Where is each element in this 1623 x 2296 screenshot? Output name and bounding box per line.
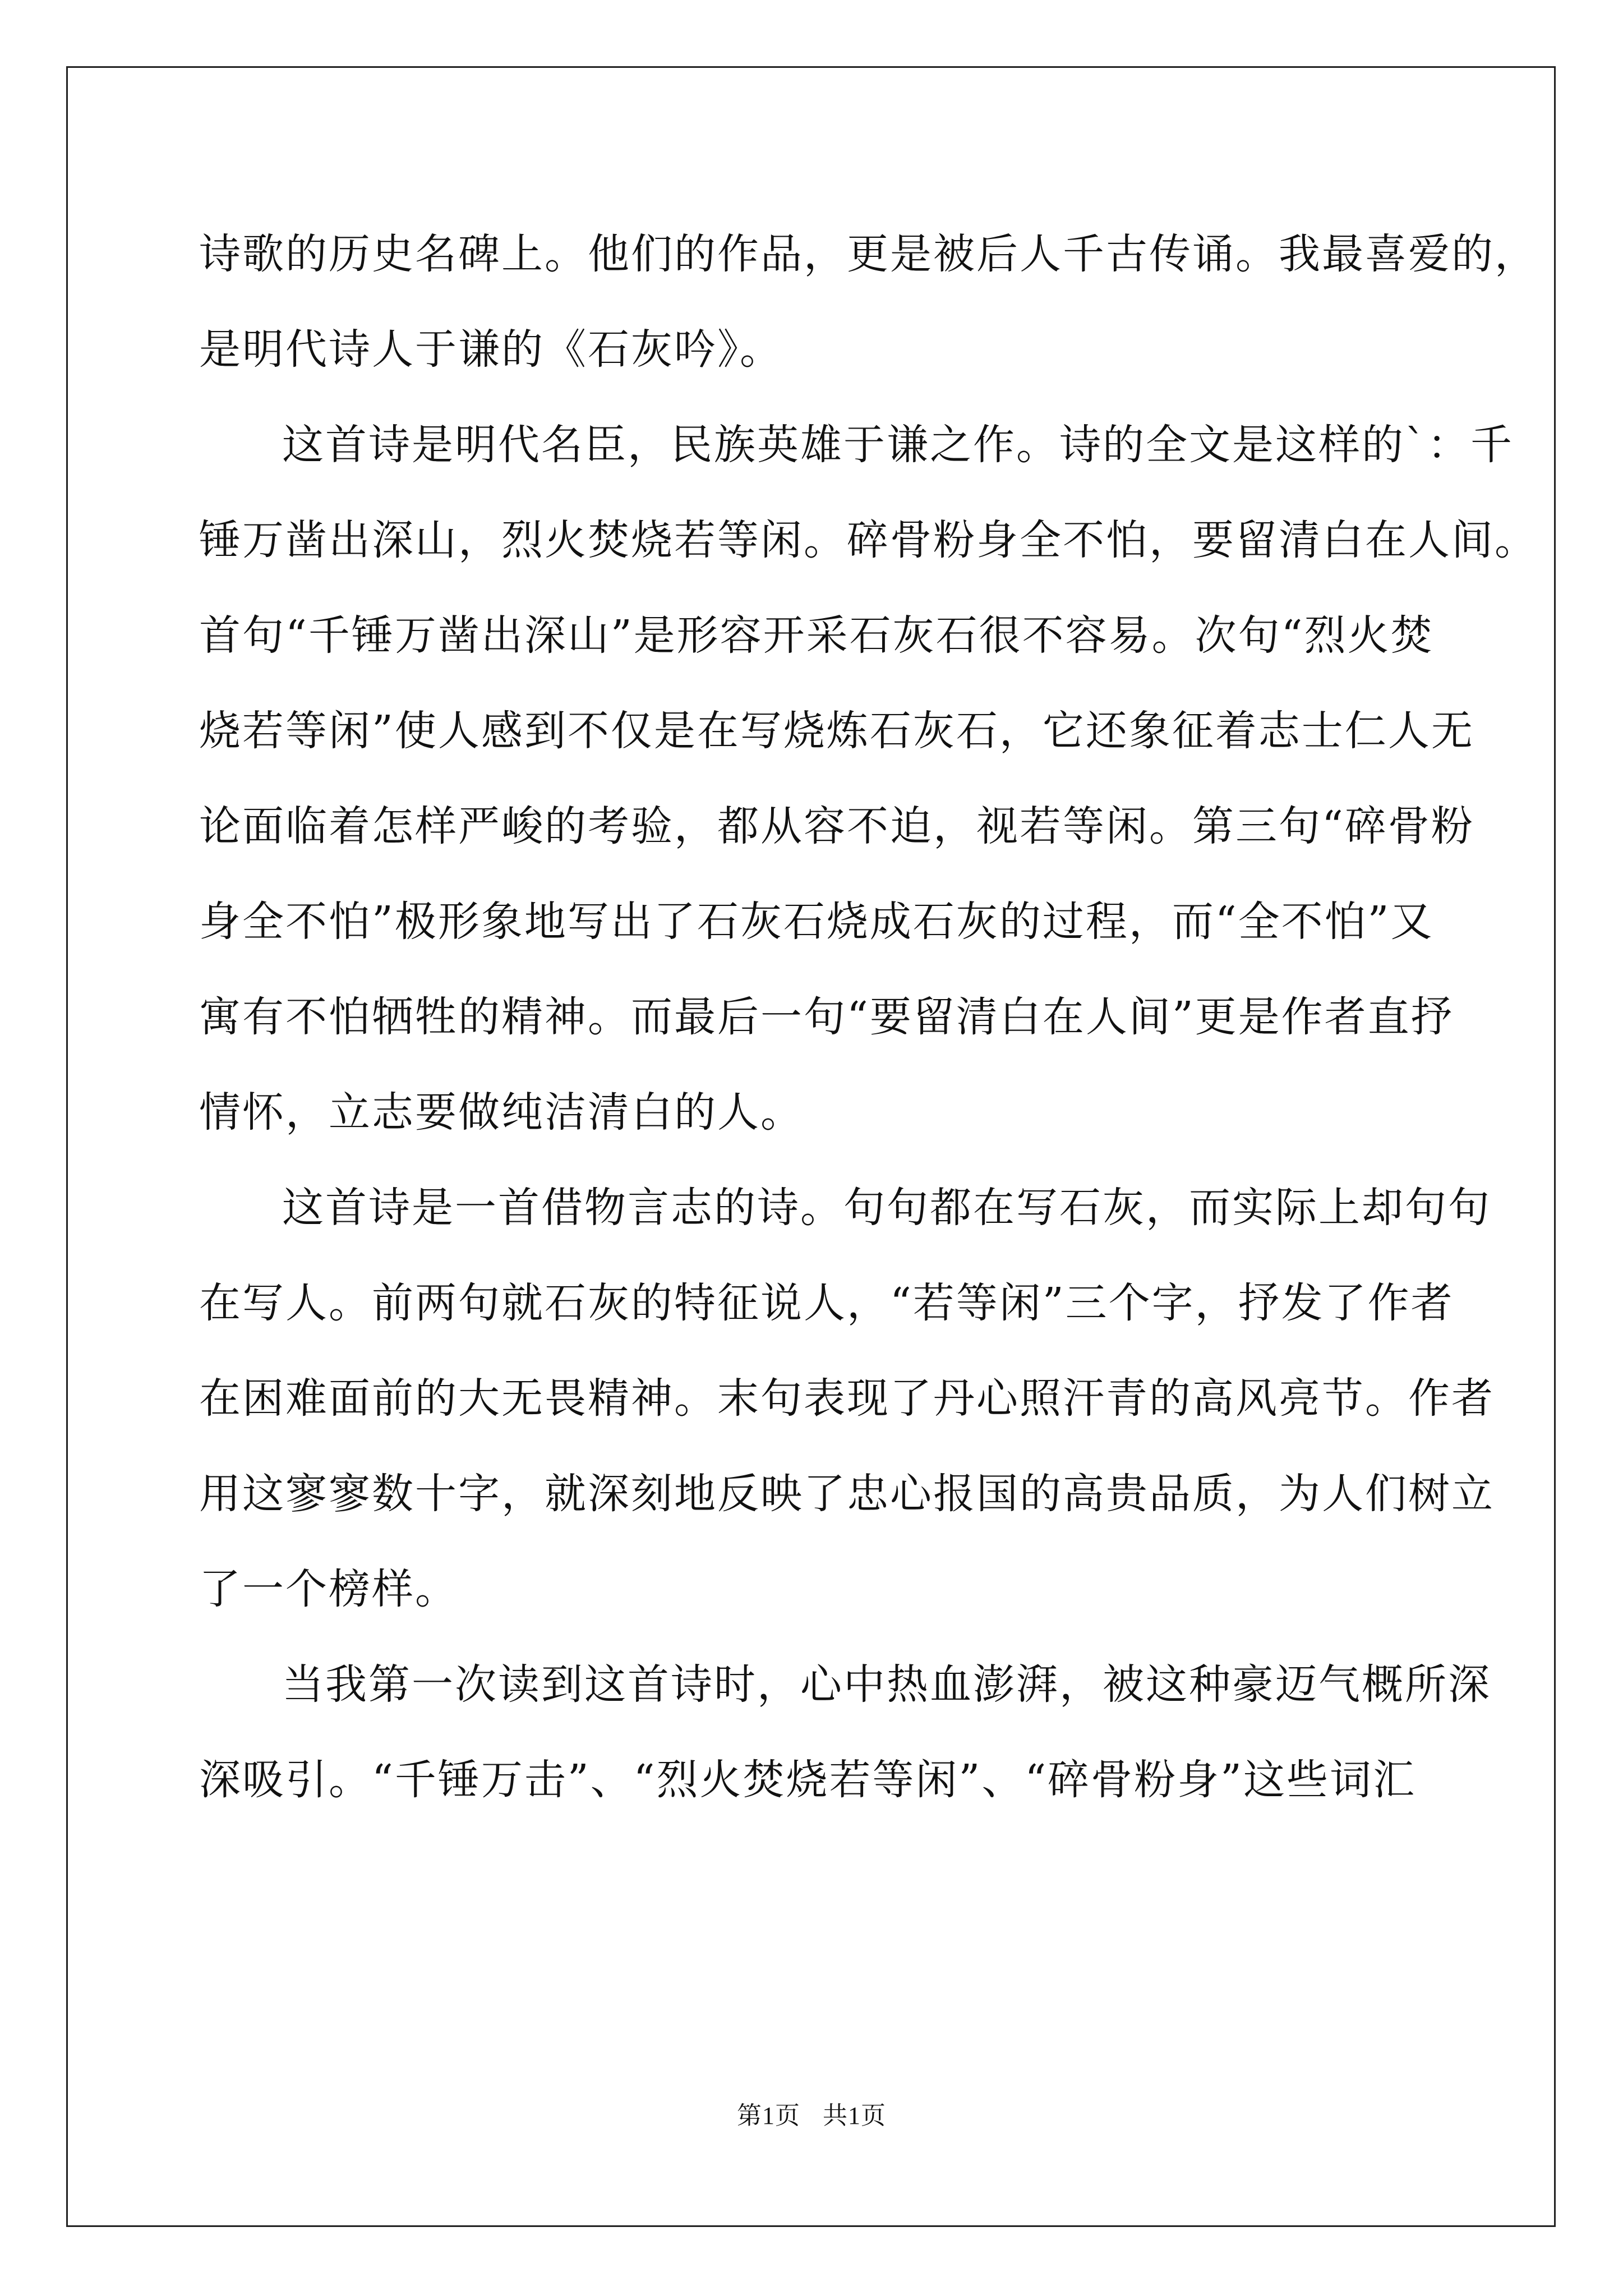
- text-line: 诗歌的历史名碑上。他们的作品，更是被后人千古传诵。我最喜爱的，: [199, 230, 1538, 278]
- paragraph: [199, 1637, 1491, 1828]
- paragraph: [199, 397, 1538, 1160]
- text-line: 这首诗是一首借物言志的诗。句句都在写石灰，而实际上却句句: [282, 1184, 1491, 1232]
- page-number-current: 第1页: [737, 2102, 800, 2129]
- text-line: 用这寥寥数十字，就深刻地反映了忠心报国的高贵品质，为人们树立: [199, 1470, 1495, 1518]
- page-footer: [0, 2095, 1623, 2131]
- text-line: 烧若等闲”使人感到不仅是在写烧炼石灰石，它还象征着志士仁人无: [199, 707, 1474, 755]
- paragraph: [199, 1160, 1495, 1637]
- text-line: 是明代诗人于谦的《石灰吟》。: [199, 325, 783, 374]
- text-line: 身全不怕”极形象地写出了石灰石烧成石灰的过程，而“全不怕”又: [199, 898, 1434, 946]
- text-line: 深吸引。“千锤万击”、“烈火焚烧若等闲”、“碎骨粉身”这些词汇: [199, 1756, 1416, 1804]
- text-line: 寓有不怕牺牲的精神。而最后一句“要留清白在人间”更是作者直抒: [199, 993, 1454, 1041]
- text-line: 在写人。前两句就石灰的特征说人，“若等闲”三个字，抒发了作者: [199, 1279, 1454, 1327]
- text-line: 首句“千锤万凿出深山”是形容开采石灰石很不容易。次句“烈火焚: [199, 611, 1434, 660]
- text-line: 锤万凿出深山，烈火焚烧若等闲。碎骨粉身全不怕，要留清白在人间。: [199, 516, 1538, 564]
- text-line: 当我第一次读到这首诗时，心中热血澎湃，被这种豪迈气概所深: [282, 1660, 1491, 1709]
- text-line: 了一个榜样。: [199, 1565, 458, 1613]
- text-line: 论面临着怎样严峻的考验，都从容不迫，视若等闲。第三句“碎骨粉: [199, 802, 1474, 850]
- document-body: [199, 206, 1538, 1828]
- page-number-total: 共1页: [823, 2102, 886, 2129]
- text-line: 在困难面前的大无畏精神。末句表现了丹心照汗青的高风亮节。作者: [199, 1374, 1495, 1423]
- text-line: 这首诗是明代名臣，民族英雄于谦之作。诗的全文是这样的`：千: [282, 421, 1514, 469]
- text-line: 情怀，立志要做纯洁清白的人。: [199, 1088, 804, 1137]
- paragraph: [199, 206, 1538, 397]
